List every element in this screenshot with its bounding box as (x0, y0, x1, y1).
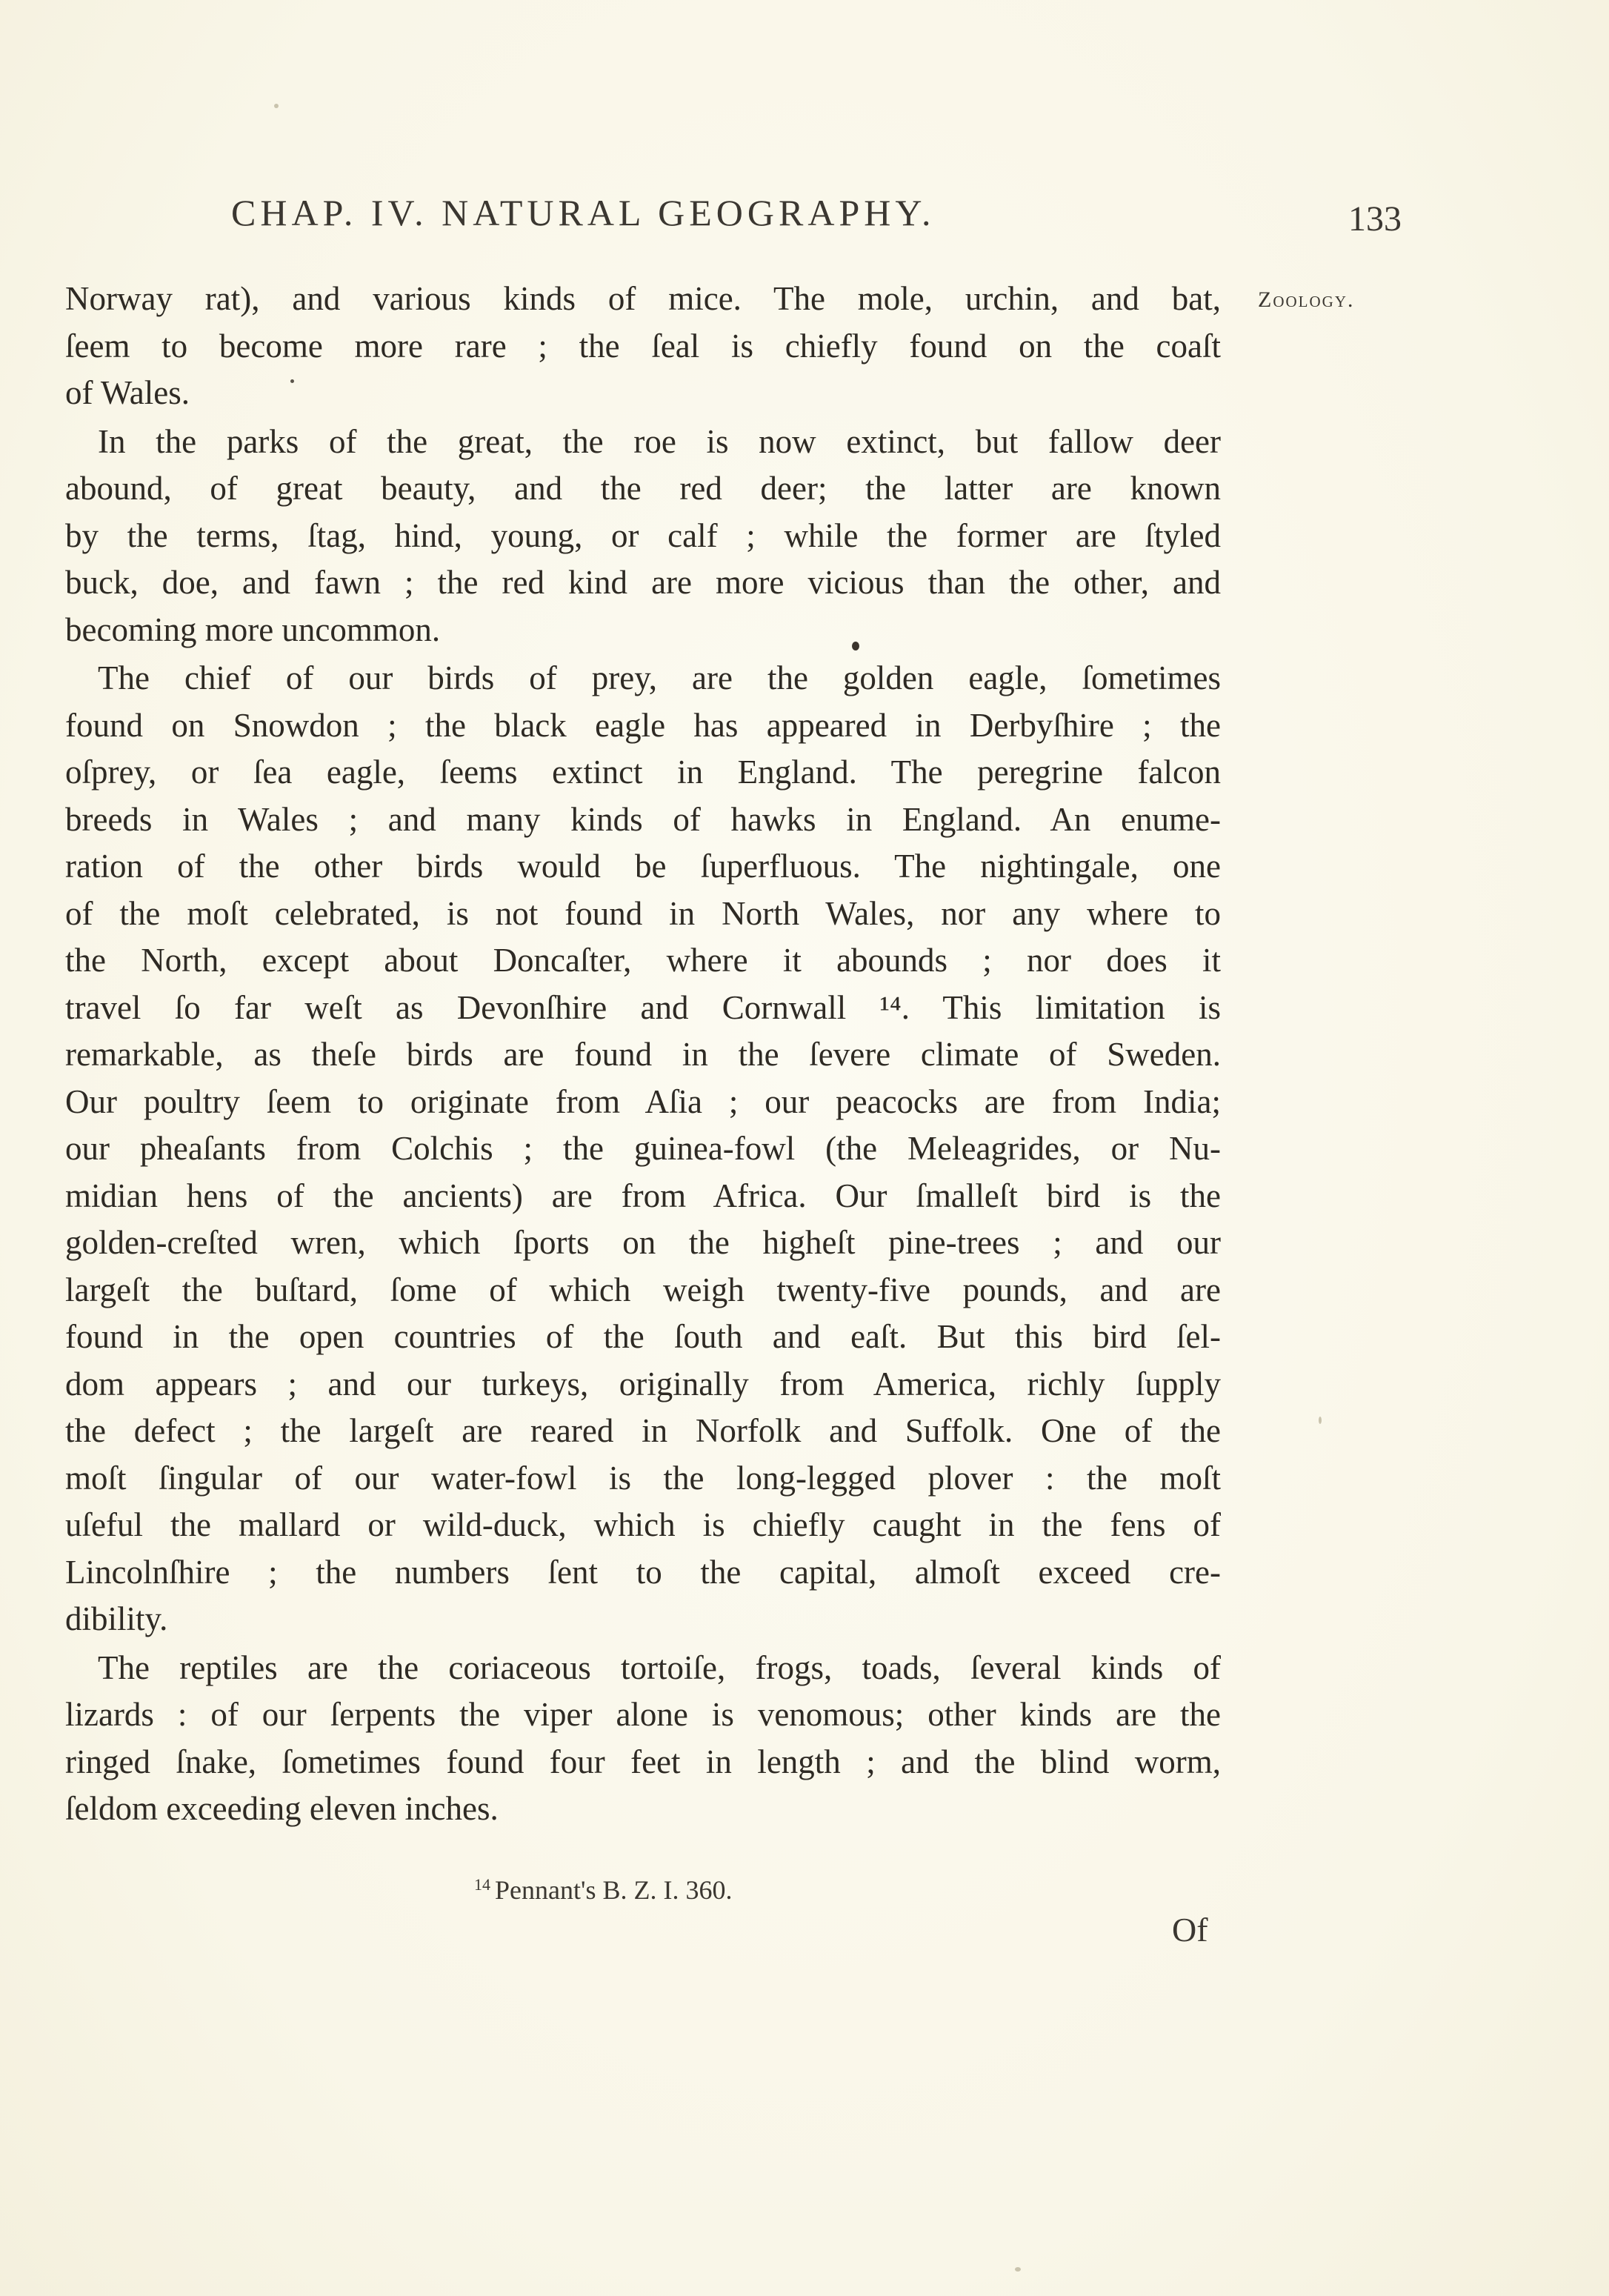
text-line: dibility. (65, 1600, 168, 1637)
text-line: remarkable, as theſe birds are found in the ſevere climate of Sweden. (65, 1036, 1221, 1073)
text-line: buck, doe, and fawn ; the red kind are more vicious than the other, and (65, 564, 1221, 601)
text-line: by the terms, ſtag, hind, young, or calf ; while the former are ſtyled (65, 516, 1221, 554)
text-line: Norway rat), and various kinds of mice. The mole, urchin, and bat, (65, 280, 1221, 317)
body-text (65, 276, 1221, 1833)
text-line: the defect ; the largeſt are reared in Norfolk and Suffolk. One of the (65, 1412, 1221, 1449)
text-line: Lincolnſhire ; the numbers ſent to the capital, almoſt exceed cre- (65, 1553, 1221, 1591)
paper-speck (1015, 2267, 1021, 2272)
text-line: ration of the other birds would be ſuperfluous. The nightingale, one (65, 848, 1221, 885)
text-line: uſeful the mallard or wild-duck, which is chiefly caught in the fens of (65, 1506, 1221, 1543)
text-line: breeds in Wales ; and many kinds of hawks in England. An enume- (65, 800, 1221, 838)
text-line: largeſt the buſtard, ſome of which weigh twenty-five pounds, and are (65, 1271, 1221, 1308)
text-line: of Wales. (65, 374, 190, 411)
paper-speck (852, 642, 859, 650)
text-line: found in the open countries of the ſouth and eaſt. But this bird ſel- (65, 1318, 1221, 1355)
text-line: lizards : of our ſerpents the viper alone is venomous; other kinds are the (65, 1696, 1221, 1733)
paper-speck (1319, 1417, 1322, 1424)
text-line: Our poultry ſeem to originate from Aſia ; our peacocks are from India; (65, 1082, 1221, 1120)
text-line: found on Snowdon ; the black eagle has appeared in Derbyſhire ; the (65, 706, 1221, 744)
text-line: The chief of our birds of prey, are the golden eagle, ſometimes (98, 659, 1221, 696)
footnote (474, 1874, 732, 1906)
text-line: ringed ſnake, ſometimes found four feet in length ; and the blind worm, (65, 1743, 1221, 1780)
text-line: ſeem to become more rare ; the ſeal is chiefly found on the coaſt (65, 327, 1221, 365)
text-line: golden-creſted wren, which ſports on the higheſt pine-trees ; and our (65, 1224, 1221, 1261)
margin-note: Zoology. (1258, 287, 1355, 312)
paper-speck (290, 379, 294, 383)
catchword: Of (1172, 1911, 1208, 1949)
text-line: moſt ſingular of our water-fowl is the long-legged plover : the moſt (65, 1459, 1221, 1497)
text-line: becoming more uncommon. (65, 610, 441, 648)
text-line: midian hens of the ancients) are from Africa. Our ſmalleſt bird is the (65, 1177, 1221, 1214)
text-line: In the parks of the great, the roe is now extinct, but fallow deer (98, 422, 1221, 460)
text-line: our pheaſants from Colchis ; the guinea-fowl (the Meleagrides, or Nu- (65, 1130, 1221, 1167)
running-title: CHAP. IV. NATURAL GEOGRAPHY. (231, 192, 936, 233)
text-line: travel ſo far weſt as Devonſhire and Cornwall ¹⁴. This limitation is (65, 988, 1221, 1026)
paper-speck (274, 104, 279, 108)
text-line: dom appears ; and our turkeys, originally from America, richly ſupply (65, 1365, 1221, 1402)
text-line: oſprey, or ſea eagle, ſeems extinct in England. The peregrine falcon (65, 753, 1221, 791)
footnote-text: Pennant's B. Z. I. 360. (495, 1875, 733, 1905)
text-line: The reptiles are the coriaceous tortoiſe, frogs, toads, ſeveral kinds of (98, 1648, 1221, 1686)
footnote-marker: 14 (474, 1875, 490, 1894)
text-line: abound, of great beauty, and the red deer; the latter are known (65, 470, 1221, 507)
text-line: ſeldom exceeding eleven inches. (65, 1790, 499, 1827)
text-line: the North, except about Doncaſter, where it abounds ; nor does it (65, 942, 1221, 979)
page-number: 133 (1348, 199, 1402, 239)
text-line: of the moſt celebrated, is not found in North Wales, nor any where to (65, 894, 1221, 932)
